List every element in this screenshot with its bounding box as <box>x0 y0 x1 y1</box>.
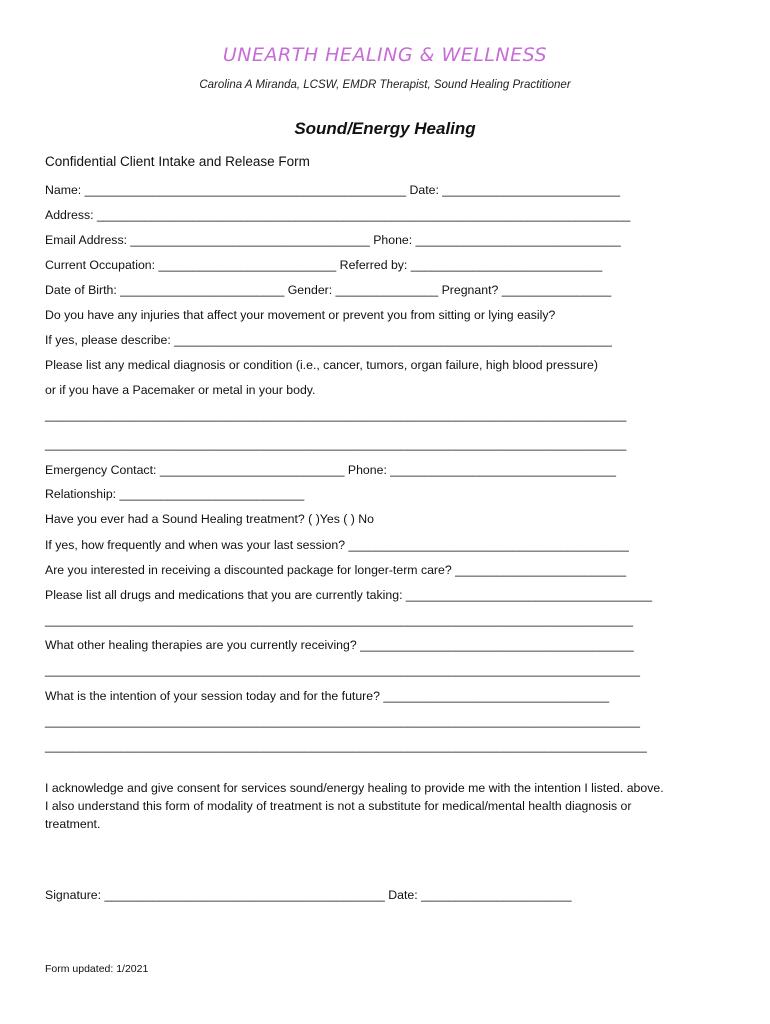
medications-field[interactable]: Please list all drugs and medications that you are currently taking: ____________________________________ <box>45 588 653 602</box>
relationship-field[interactable]: Relationship: ___________________________ <box>45 487 305 501</box>
medical-diagnosis-question: Please list any medical diagnosis or condition (i.e., cancer, tumors, organ failure, high blood pressure) <box>45 358 598 372</box>
practitioner-line: Carolina A Miranda, LCSW, EMDR Therapist, Sound Healing Practitioner <box>199 79 571 91</box>
other-therapies-field[interactable]: What other healing therapies are you currently receiving? ________________________________________ <box>45 638 634 652</box>
medications-answer-line[interactable]: ______________________________________________________________________________________ <box>45 613 634 627</box>
org-name: UNEARTH HEALING & WELLNESS <box>222 44 548 66</box>
medical-answer-line[interactable]: _____________________________________________________________________________________ <box>45 437 627 451</box>
package-interest-field[interactable]: Are you interested in receiving a discounted package for longer-term care? _________________________ <box>45 563 627 577</box>
intention-answer-line[interactable]: _______________________________________________________________________________________ <box>45 714 640 728</box>
consent-paragraph: I acknowledge and give consent for services sound/energy healing to provide me with the intention I listed. above. I also understand this form of modality of treatment is not a substitute for medical/mental health diagnosis or treatment. <box>45 781 664 831</box>
occupation-referral-field[interactable]: Current Occupation: __________________________ Referred by: ____________________________ <box>45 258 603 272</box>
address-field[interactable]: Address: ______________________________________________________________________________ <box>45 208 631 222</box>
other-therapies-answer-line[interactable]: _______________________________________________________________________________________ <box>45 663 640 677</box>
sound-healing-history-field[interactable]: Have you ever had a Sound Healing treatment? ( )Yes ( ) No <box>45 512 375 526</box>
last-session-field[interactable]: If yes, how frequently and when was your last session? _________________________________________ <box>45 538 629 552</box>
form-title: Sound/Energy Healing <box>294 119 476 138</box>
emergency-contact-field[interactable]: Emergency Contact: ___________________________ Phone: _________________________________ <box>45 463 616 477</box>
injuries-describe-field[interactable]: If yes, please describe: ________________________________________________________________ <box>45 333 612 347</box>
injuries-question: Do you have any injuries that affect your movement or prevent you from sitting or lying easily? <box>45 308 556 322</box>
name-date-field[interactable]: Name: _______________________________________________ Date: __________________________ <box>45 183 621 197</box>
form-intro: Confidential Client Intake and Release Form <box>45 154 310 169</box>
pacemaker-question: or if you have a Pacemaker or metal in your body. <box>45 383 316 397</box>
signature-date-field[interactable]: Signature: _________________________________________ Date: ______________________ <box>45 888 572 902</box>
email-phone-field[interactable]: Email Address: ___________________________________ Phone: ______________________________ <box>45 233 621 247</box>
dob-gender-pregnant-field[interactable]: Date of Birth: ________________________ Gender: _______________ Pregnant? ________________ <box>45 283 612 297</box>
medical-answer-line[interactable]: _____________________________________________________________________________________ <box>45 408 627 422</box>
session-intention-field[interactable]: What is the intention of your session today and for the future? _________________________________ <box>45 689 610 703</box>
intention-answer-line[interactable]: ________________________________________________________________________________________ <box>45 739 647 753</box>
form-updated-note: Form updated: 1/2021 <box>45 963 149 975</box>
